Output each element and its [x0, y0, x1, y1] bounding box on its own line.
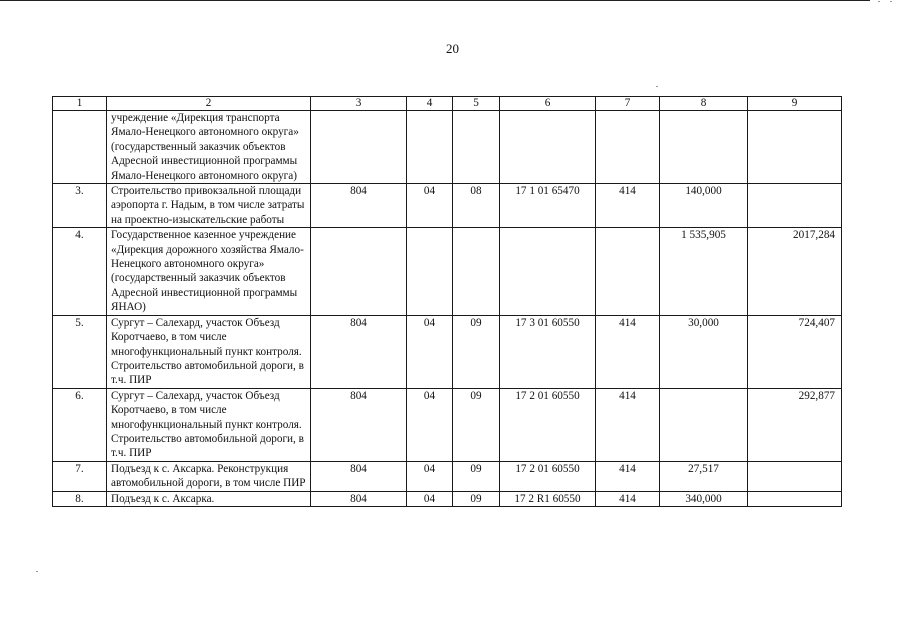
column-header: 7 [596, 97, 660, 111]
cell-col9 [748, 491, 842, 506]
object-name: Строительство привокзальной площади аэропорта г. Надым, в том числе затраты на проектно-изыскательские работы [107, 184, 311, 228]
cell-col8: 30,000 [660, 315, 748, 388]
header-row [53, 97, 842, 111]
object-name: учреждение «Дирекция транспорта Ямало-Ненецкого автономного округа» (государственный заказчик объектов Адресной инвестиционной программы Ямало-Ненецкого автономного округа) [107, 111, 311, 184]
cell-col8 [660, 388, 748, 461]
column-header: 8 [660, 97, 748, 111]
cell-col9: 292,877 [748, 388, 842, 461]
table-row [53, 315, 842, 388]
table-row [53, 388, 842, 461]
row-number [53, 111, 107, 184]
cell-col9 [748, 461, 842, 491]
row-number: 6. [53, 388, 107, 461]
page-number: 20 [446, 41, 459, 56]
row-number: 8. [53, 491, 107, 506]
cell-col9 [748, 111, 842, 184]
cell-col5: 08 [453, 184, 500, 228]
cell-col4: 04 [407, 491, 453, 506]
cell-col7: 414 [596, 184, 660, 228]
cell-col4 [407, 111, 453, 184]
cell-col6 [500, 111, 596, 184]
table-body [53, 97, 842, 507]
table-row [53, 228, 842, 315]
cell-col4: 04 [407, 461, 453, 491]
table-row [53, 111, 842, 184]
cell-col5: 09 [453, 491, 500, 506]
cell-col4: 04 [407, 184, 453, 228]
cell-col6: 17 3 01 60550 [500, 315, 596, 388]
object-name: Государственное казенное учреждение «Дирекция дорожного хозяйства Ямало-Ненецкого автономного округа» (государственный заказчик объектов Адресной инвестиционной программы ЯНАО) [107, 228, 311, 315]
row-number: 5. [53, 315, 107, 388]
cell-col6: 17 2 R1 60550 [500, 491, 596, 506]
cell-col6 [500, 228, 596, 315]
scan-artifact [36, 571, 38, 572]
cell-col4: 04 [407, 388, 453, 461]
cell-col5 [453, 111, 500, 184]
cell-col7: 414 [596, 315, 660, 388]
cell-col3: 804 [311, 388, 407, 461]
cell-col7 [596, 228, 660, 315]
row-number: 7. [53, 461, 107, 491]
object-name: Подъезд к с. Аксарка. Реконструкция автомобильной дороги, в том числе ПИР [107, 461, 311, 491]
cell-col5: 09 [453, 388, 500, 461]
column-header: 2 [107, 97, 311, 111]
object-name: Сургут – Салехард, участок Объезд Коротчаево, в том числе многофункциональный пункт контроля. Строительство автомобильной дороги, в т.ч. ПИР [107, 315, 311, 388]
scan-artifact [878, 1, 880, 2]
row-number: 4. [53, 228, 107, 315]
row-number: 3. [53, 184, 107, 228]
column-header: 5 [453, 97, 500, 111]
cell-col8: 27,517 [660, 461, 748, 491]
table-row [53, 184, 842, 228]
scan-artifact [890, 1, 892, 2]
object-name: Подъезд к с. Аксарка. [107, 491, 311, 506]
cell-col3: 804 [311, 461, 407, 491]
cell-col5: 09 [453, 461, 500, 491]
cell-col7: 414 [596, 388, 660, 461]
column-header: 6 [500, 97, 596, 111]
cell-col8: 340,000 [660, 491, 748, 506]
column-header: 3 [311, 97, 407, 111]
cell-col3: 804 [311, 315, 407, 388]
cell-col3 [311, 228, 407, 315]
cell-col8 [660, 111, 748, 184]
cell-col3 [311, 111, 407, 184]
cell-col6: 17 2 01 60550 [500, 388, 596, 461]
column-header: 9 [748, 97, 842, 111]
cell-col7 [596, 111, 660, 184]
cell-col6: 17 2 01 60550 [500, 461, 596, 491]
top-border-line [0, 0, 870, 1]
cell-col9: 724,407 [748, 315, 842, 388]
column-header: 1 [53, 97, 107, 111]
cell-col6: 17 1 01 65470 [500, 184, 596, 228]
cell-col4: 04 [407, 315, 453, 388]
cell-col3: 804 [311, 491, 407, 506]
cell-col8: 140,000 [660, 184, 748, 228]
cell-col5 [453, 228, 500, 315]
object-name: Сургут – Салехард, участок Объезд Коротчаево, в том числе многофункциональный пункт контроля. Строительство автомобильной дороги, в т.ч. ПИР [107, 388, 311, 461]
cell-col7: 414 [596, 491, 660, 506]
cell-col4 [407, 228, 453, 315]
cell-col7: 414 [596, 461, 660, 491]
cell-col8: 1 535,905 [660, 228, 748, 315]
cell-col5: 09 [453, 315, 500, 388]
cell-col9 [748, 184, 842, 228]
column-header: 4 [407, 97, 453, 111]
cell-col9: 2017,284 [748, 228, 842, 315]
cell-col3: 804 [311, 184, 407, 228]
table-row [53, 461, 842, 491]
scan-artifact [656, 86, 658, 87]
table-row [53, 491, 842, 506]
budget-table [52, 96, 842, 507]
